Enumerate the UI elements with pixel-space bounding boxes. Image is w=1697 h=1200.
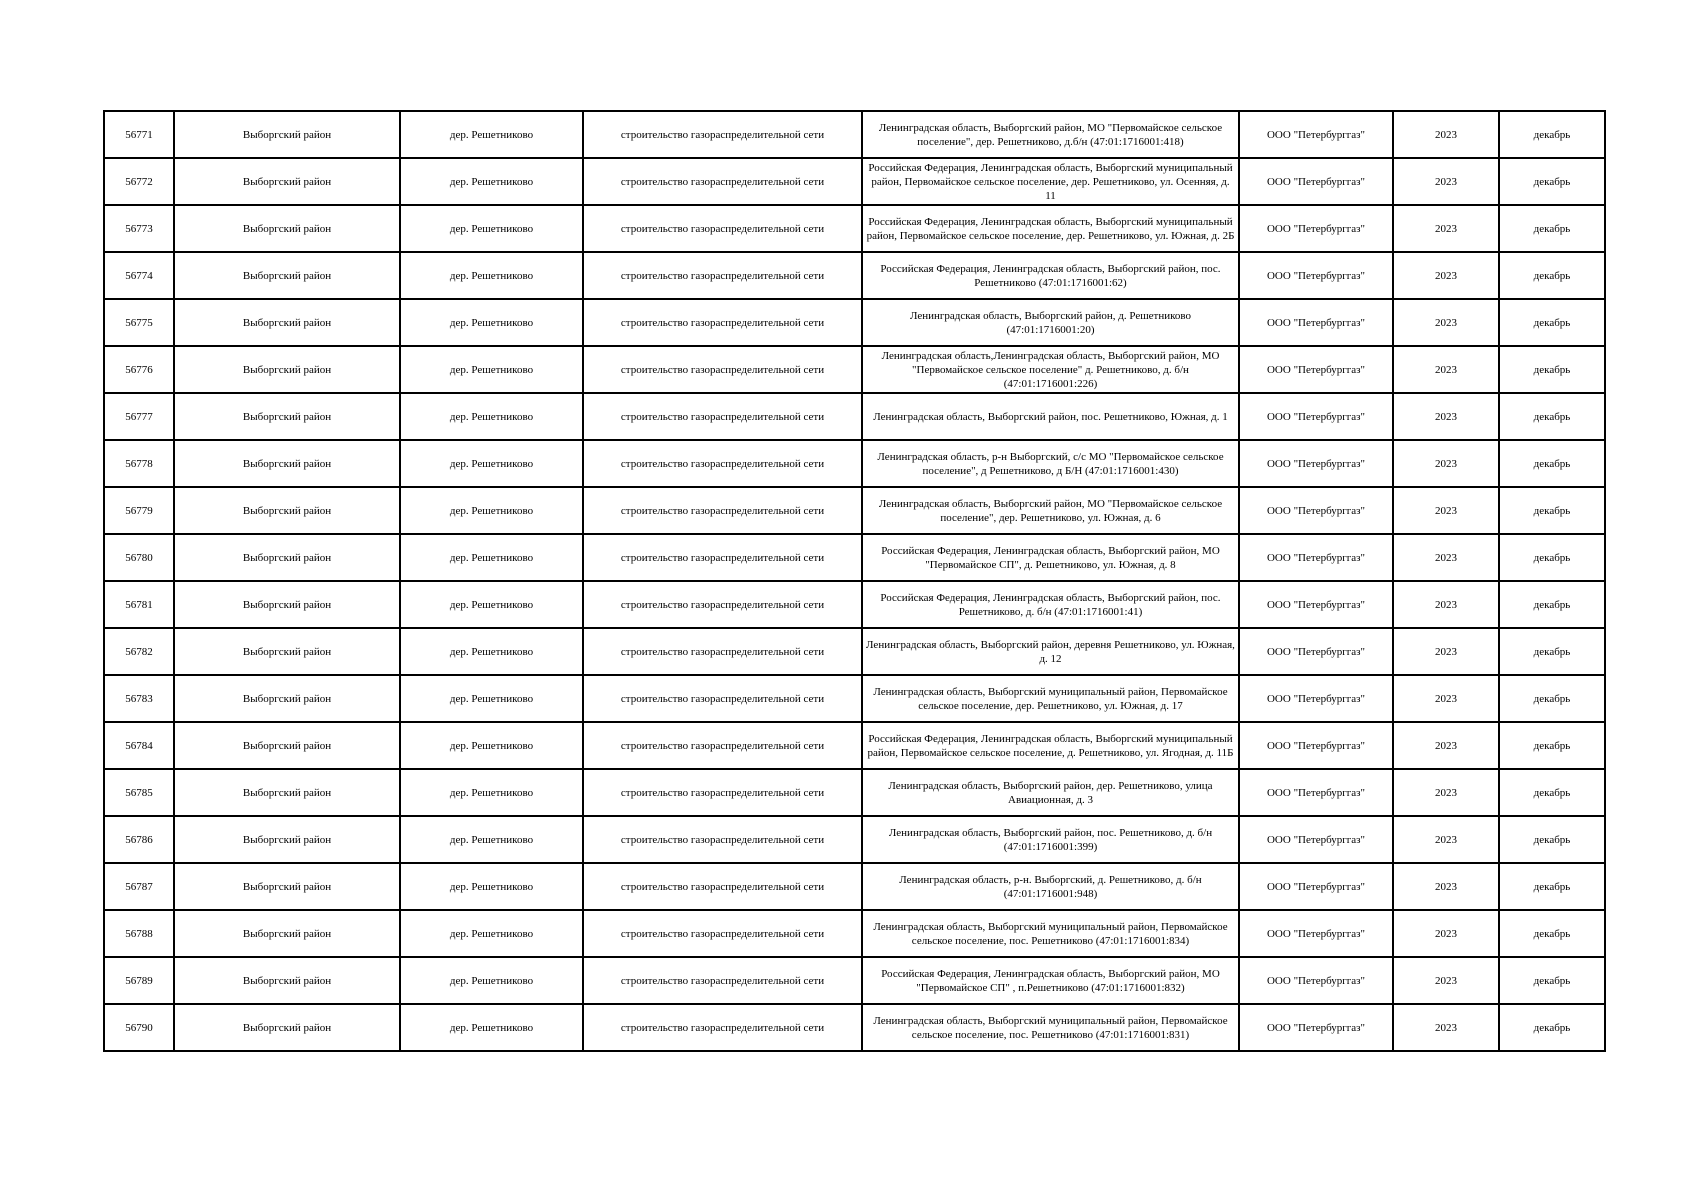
- table-row: [104, 252, 1605, 299]
- address-cell: Ленинградская область, Выборгский район, МО "Первомайское сельское поселение", дер. Решетниково, д.б/н (47:01:1716001:418): [862, 111, 1239, 158]
- year-cell: 2023: [1393, 675, 1499, 722]
- year-cell: 2023: [1393, 205, 1499, 252]
- table-row: [104, 863, 1605, 910]
- month-cell: декабрь: [1499, 158, 1605, 205]
- year-cell: 2023: [1393, 440, 1499, 487]
- record-id-cell: 56781: [104, 581, 174, 628]
- district-cell: Выборгский район: [174, 487, 400, 534]
- company-cell: ООО "Петербурггаз": [1239, 722, 1393, 769]
- company-cell: ООО "Петербурггаз": [1239, 816, 1393, 863]
- table-row: [104, 628, 1605, 675]
- district-cell: Выборгский район: [174, 722, 400, 769]
- company-cell: ООО "Петербурггаз": [1239, 252, 1393, 299]
- work-type-cell: строительство газораспределительной сети: [583, 393, 862, 440]
- company-cell: ООО "Петербурггаз": [1239, 534, 1393, 581]
- month-cell: декабрь: [1499, 252, 1605, 299]
- address-cell: Российская Федерация, Ленинградская область, Выборгский район, МО "Первомайское СП" , п.Решетниково (47:01:1716001:832): [862, 957, 1239, 1004]
- table-row: [104, 722, 1605, 769]
- work-type-cell: строительство газораспределительной сети: [583, 205, 862, 252]
- district-cell: Выборгский район: [174, 769, 400, 816]
- record-id-cell: 56780: [104, 534, 174, 581]
- record-id-cell: 56773: [104, 205, 174, 252]
- address-cell: Российская Федерация, Ленинградская область, Выборгский район, пос. Решетниково, д. б/н (47:01:1716001:41): [862, 581, 1239, 628]
- address-cell: Российская Федерация, Ленинградская область, Выборгский муниципальный район, Первомайское сельское поселение, д. Решетниково, ул. Ягодная, д. 11Б: [862, 722, 1239, 769]
- company-cell: ООО "Петербурггаз": [1239, 440, 1393, 487]
- work-type-cell: строительство газораспределительной сети: [583, 111, 862, 158]
- work-type-cell: строительство газораспределительной сети: [583, 1004, 862, 1051]
- company-cell: ООО "Петербурггаз": [1239, 581, 1393, 628]
- table-row: [104, 534, 1605, 581]
- address-cell: Ленинградская область, Выборгский муниципальный район, Первомайское сельское поселение, дер. Решетниково, ул. Южная, д. 17: [862, 675, 1239, 722]
- month-cell: декабрь: [1499, 863, 1605, 910]
- district-cell: Выборгский район: [174, 111, 400, 158]
- district-cell: Выборгский район: [174, 863, 400, 910]
- month-cell: декабрь: [1499, 581, 1605, 628]
- table-row: [104, 816, 1605, 863]
- locality-cell: дер. Решетниково: [400, 205, 583, 252]
- table-row: [104, 581, 1605, 628]
- company-cell: ООО "Петербурггаз": [1239, 111, 1393, 158]
- locality-cell: дер. Решетниково: [400, 628, 583, 675]
- year-cell: 2023: [1393, 628, 1499, 675]
- company-cell: ООО "Петербурггаз": [1239, 299, 1393, 346]
- work-type-cell: строительство газораспределительной сети: [583, 534, 862, 581]
- month-cell: декабрь: [1499, 910, 1605, 957]
- district-cell: Выборгский район: [174, 675, 400, 722]
- district-cell: Выборгский район: [174, 816, 400, 863]
- address-cell: Ленинградская область, Выборгский район, дер. Решетниково, улица Авиационная, д. 3: [862, 769, 1239, 816]
- district-cell: Выборгский район: [174, 158, 400, 205]
- locality-cell: дер. Решетниково: [400, 346, 583, 393]
- company-cell: ООО "Петербурггаз": [1239, 863, 1393, 910]
- record-id-cell: 56777: [104, 393, 174, 440]
- record-id-cell: 56790: [104, 1004, 174, 1051]
- company-cell: ООО "Петербурггаз": [1239, 393, 1393, 440]
- table-row: [104, 158, 1605, 205]
- company-cell: ООО "Петербурггаз": [1239, 957, 1393, 1004]
- address-cell: Ленинградская область,Ленинградская область, Выборгский район, МО "Первомайское сельское поселение" д. Решетниково, д. б/н (47:01:1716001:226): [862, 346, 1239, 393]
- record-id-cell: 56771: [104, 111, 174, 158]
- address-cell: Ленинградская область, р-н Выборгский, с/с МО "Первомайское сельское поселение", д Решетниково, д Б/Н (47:01:1716001:430): [862, 440, 1239, 487]
- year-cell: 2023: [1393, 863, 1499, 910]
- district-cell: Выборгский район: [174, 205, 400, 252]
- company-cell: ООО "Петербурггаз": [1239, 205, 1393, 252]
- month-cell: декабрь: [1499, 957, 1605, 1004]
- district-cell: Выборгский район: [174, 534, 400, 581]
- district-cell: Выборгский район: [174, 581, 400, 628]
- work-type-cell: строительство газораспределительной сети: [583, 910, 862, 957]
- year-cell: 2023: [1393, 111, 1499, 158]
- record-id-cell: 56775: [104, 299, 174, 346]
- record-id-cell: 56784: [104, 722, 174, 769]
- company-cell: ООО "Петербурггаз": [1239, 487, 1393, 534]
- record-id-cell: 56778: [104, 440, 174, 487]
- company-cell: ООО "Петербурггаз": [1239, 910, 1393, 957]
- district-cell: Выборгский район: [174, 910, 400, 957]
- work-type-cell: строительство газораспределительной сети: [583, 675, 862, 722]
- month-cell: декабрь: [1499, 487, 1605, 534]
- locality-cell: дер. Решетниково: [400, 1004, 583, 1051]
- district-cell: Выборгский район: [174, 440, 400, 487]
- address-cell: Ленинградская область, Выборгский район, МО "Первомайское сельское поселение", дер. Решетниково, ул. Южная, д. 6: [862, 487, 1239, 534]
- month-cell: декабрь: [1499, 722, 1605, 769]
- locality-cell: дер. Решетниково: [400, 816, 583, 863]
- address-cell: Ленинградская область, Выборгский район, деревня Решетниково, ул. Южная, д. 12: [862, 628, 1239, 675]
- table-row: [104, 769, 1605, 816]
- locality-cell: дер. Решетниково: [400, 722, 583, 769]
- work-type-cell: строительство газораспределительной сети: [583, 581, 862, 628]
- record-id-cell: 56772: [104, 158, 174, 205]
- locality-cell: дер. Решетниково: [400, 534, 583, 581]
- record-id-cell: 56786: [104, 816, 174, 863]
- company-cell: ООО "Петербурггаз": [1239, 346, 1393, 393]
- record-id-cell: 56774: [104, 252, 174, 299]
- month-cell: декабрь: [1499, 816, 1605, 863]
- district-cell: Выборгский район: [174, 393, 400, 440]
- work-type-cell: строительство газораспределительной сети: [583, 722, 862, 769]
- work-type-cell: строительство газораспределительной сети: [583, 299, 862, 346]
- record-id-cell: 56787: [104, 863, 174, 910]
- work-type-cell: строительство газораспределительной сети: [583, 957, 862, 1004]
- table-row: [104, 440, 1605, 487]
- table-row: [104, 346, 1605, 393]
- month-cell: декабрь: [1499, 1004, 1605, 1051]
- table-row: [104, 957, 1605, 1004]
- company-cell: ООО "Петербурггаз": [1239, 1004, 1393, 1051]
- address-cell: Российская Федерация, Ленинградская область, Выборгский район, МО "Первомайское СП", д. Решетниково, ул. Южная, д. 8: [862, 534, 1239, 581]
- work-type-cell: строительство газораспределительной сети: [583, 628, 862, 675]
- table-body: [104, 111, 1605, 1051]
- month-cell: декабрь: [1499, 393, 1605, 440]
- year-cell: 2023: [1393, 252, 1499, 299]
- work-type-cell: строительство газораспределительной сети: [583, 158, 862, 205]
- work-type-cell: строительство газораспределительной сети: [583, 769, 862, 816]
- month-cell: декабрь: [1499, 675, 1605, 722]
- month-cell: декабрь: [1499, 299, 1605, 346]
- address-cell: Ленинградская область, Выборгский муниципальный район, Первомайское сельское поселение, пос. Решетниково (47:01:1716001:834): [862, 910, 1239, 957]
- work-type-cell: строительство газораспределительной сети: [583, 252, 862, 299]
- address-cell: Ленинградская область, Выборгский муниципальный район, Первомайское сельское поселение, пос. Решетниково (47:01:1716001:831): [862, 1004, 1239, 1051]
- company-cell: ООО "Петербурггаз": [1239, 158, 1393, 205]
- district-cell: Выборгский район: [174, 957, 400, 1004]
- record-id-cell: 56789: [104, 957, 174, 1004]
- month-cell: декабрь: [1499, 534, 1605, 581]
- locality-cell: дер. Решетниково: [400, 440, 583, 487]
- year-cell: 2023: [1393, 534, 1499, 581]
- address-cell: Ленинградская область, Выборгский район, д. Решетниково (47:01:1716001:20): [862, 299, 1239, 346]
- year-cell: 2023: [1393, 957, 1499, 1004]
- district-cell: Выборгский район: [174, 1004, 400, 1051]
- company-cell: ООО "Петербурггаз": [1239, 628, 1393, 675]
- locality-cell: дер. Решетниково: [400, 252, 583, 299]
- table-row: [104, 675, 1605, 722]
- address-cell: Ленинградская область, р-н. Выборгский, д. Решетниково, д. б/н (47:01:1716001:948): [862, 863, 1239, 910]
- company-cell: ООО "Петербурггаз": [1239, 675, 1393, 722]
- address-cell: Российская Федерация, Ленинградская область, Выборгский район, пос. Решетниково (47:01:1716001:62): [862, 252, 1239, 299]
- address-cell: Российская Федерация, Ленинградская область, Выборгский муниципальный район, Первомайское сельское поселение, дер. Решетниково, ул. Южная, д. 2Б: [862, 205, 1239, 252]
- work-type-cell: строительство газораспределительной сети: [583, 816, 862, 863]
- work-type-cell: строительство газораспределительной сети: [583, 487, 862, 534]
- locality-cell: дер. Решетниково: [400, 111, 583, 158]
- month-cell: декабрь: [1499, 440, 1605, 487]
- year-cell: 2023: [1393, 722, 1499, 769]
- year-cell: 2023: [1393, 769, 1499, 816]
- year-cell: 2023: [1393, 393, 1499, 440]
- month-cell: декабрь: [1499, 346, 1605, 393]
- table-row: [104, 393, 1605, 440]
- locality-cell: дер. Решетниково: [400, 863, 583, 910]
- record-id-cell: 56783: [104, 675, 174, 722]
- table-row: [104, 910, 1605, 957]
- work-type-cell: строительство газораспределительной сети: [583, 863, 862, 910]
- locality-cell: дер. Решетниково: [400, 581, 583, 628]
- district-cell: Выборгский район: [174, 628, 400, 675]
- gas-network-table: [103, 110, 1606, 1052]
- record-id-cell: 56785: [104, 769, 174, 816]
- locality-cell: дер. Решетниково: [400, 675, 583, 722]
- locality-cell: дер. Решетниково: [400, 299, 583, 346]
- address-cell: Российская Федерация, Ленинградская область, Выборгский муниципальный район, Первомайское сельское поселение, дер. Решетниково, ул. Осенняя, д. 11: [862, 158, 1239, 205]
- locality-cell: дер. Решетниково: [400, 393, 583, 440]
- year-cell: 2023: [1393, 158, 1499, 205]
- year-cell: 2023: [1393, 816, 1499, 863]
- table-row: [104, 1004, 1605, 1051]
- locality-cell: дер. Решетниково: [400, 910, 583, 957]
- district-cell: Выборгский район: [174, 346, 400, 393]
- address-cell: Ленинградская область, Выборгский район, пос. Решетниково, д. б/н (47:01:1716001:399): [862, 816, 1239, 863]
- table-row: [104, 205, 1605, 252]
- month-cell: декабрь: [1499, 628, 1605, 675]
- address-cell: Ленинградская область, Выборгский район, пос. Решетниково, Южная, д. 1: [862, 393, 1239, 440]
- month-cell: декабрь: [1499, 111, 1605, 158]
- record-id-cell: 56782: [104, 628, 174, 675]
- table-row: [104, 299, 1605, 346]
- record-id-cell: 56788: [104, 910, 174, 957]
- table-row: [104, 111, 1605, 158]
- month-cell: декабрь: [1499, 769, 1605, 816]
- locality-cell: дер. Решетниково: [400, 158, 583, 205]
- district-cell: Выборгский район: [174, 299, 400, 346]
- district-cell: Выборгский район: [174, 252, 400, 299]
- month-cell: декабрь: [1499, 205, 1605, 252]
- locality-cell: дер. Решетниково: [400, 769, 583, 816]
- record-id-cell: 56776: [104, 346, 174, 393]
- work-type-cell: строительство газораспределительной сети: [583, 440, 862, 487]
- year-cell: 2023: [1393, 346, 1499, 393]
- year-cell: 2023: [1393, 487, 1499, 534]
- year-cell: 2023: [1393, 299, 1499, 346]
- company-cell: ООО "Петербурггаз": [1239, 769, 1393, 816]
- locality-cell: дер. Решетниково: [400, 957, 583, 1004]
- locality-cell: дер. Решетниково: [400, 487, 583, 534]
- table-row: [104, 487, 1605, 534]
- year-cell: 2023: [1393, 910, 1499, 957]
- year-cell: 2023: [1393, 1004, 1499, 1051]
- record-id-cell: 56779: [104, 487, 174, 534]
- work-type-cell: строительство газораспределительной сети: [583, 346, 862, 393]
- year-cell: 2023: [1393, 581, 1499, 628]
